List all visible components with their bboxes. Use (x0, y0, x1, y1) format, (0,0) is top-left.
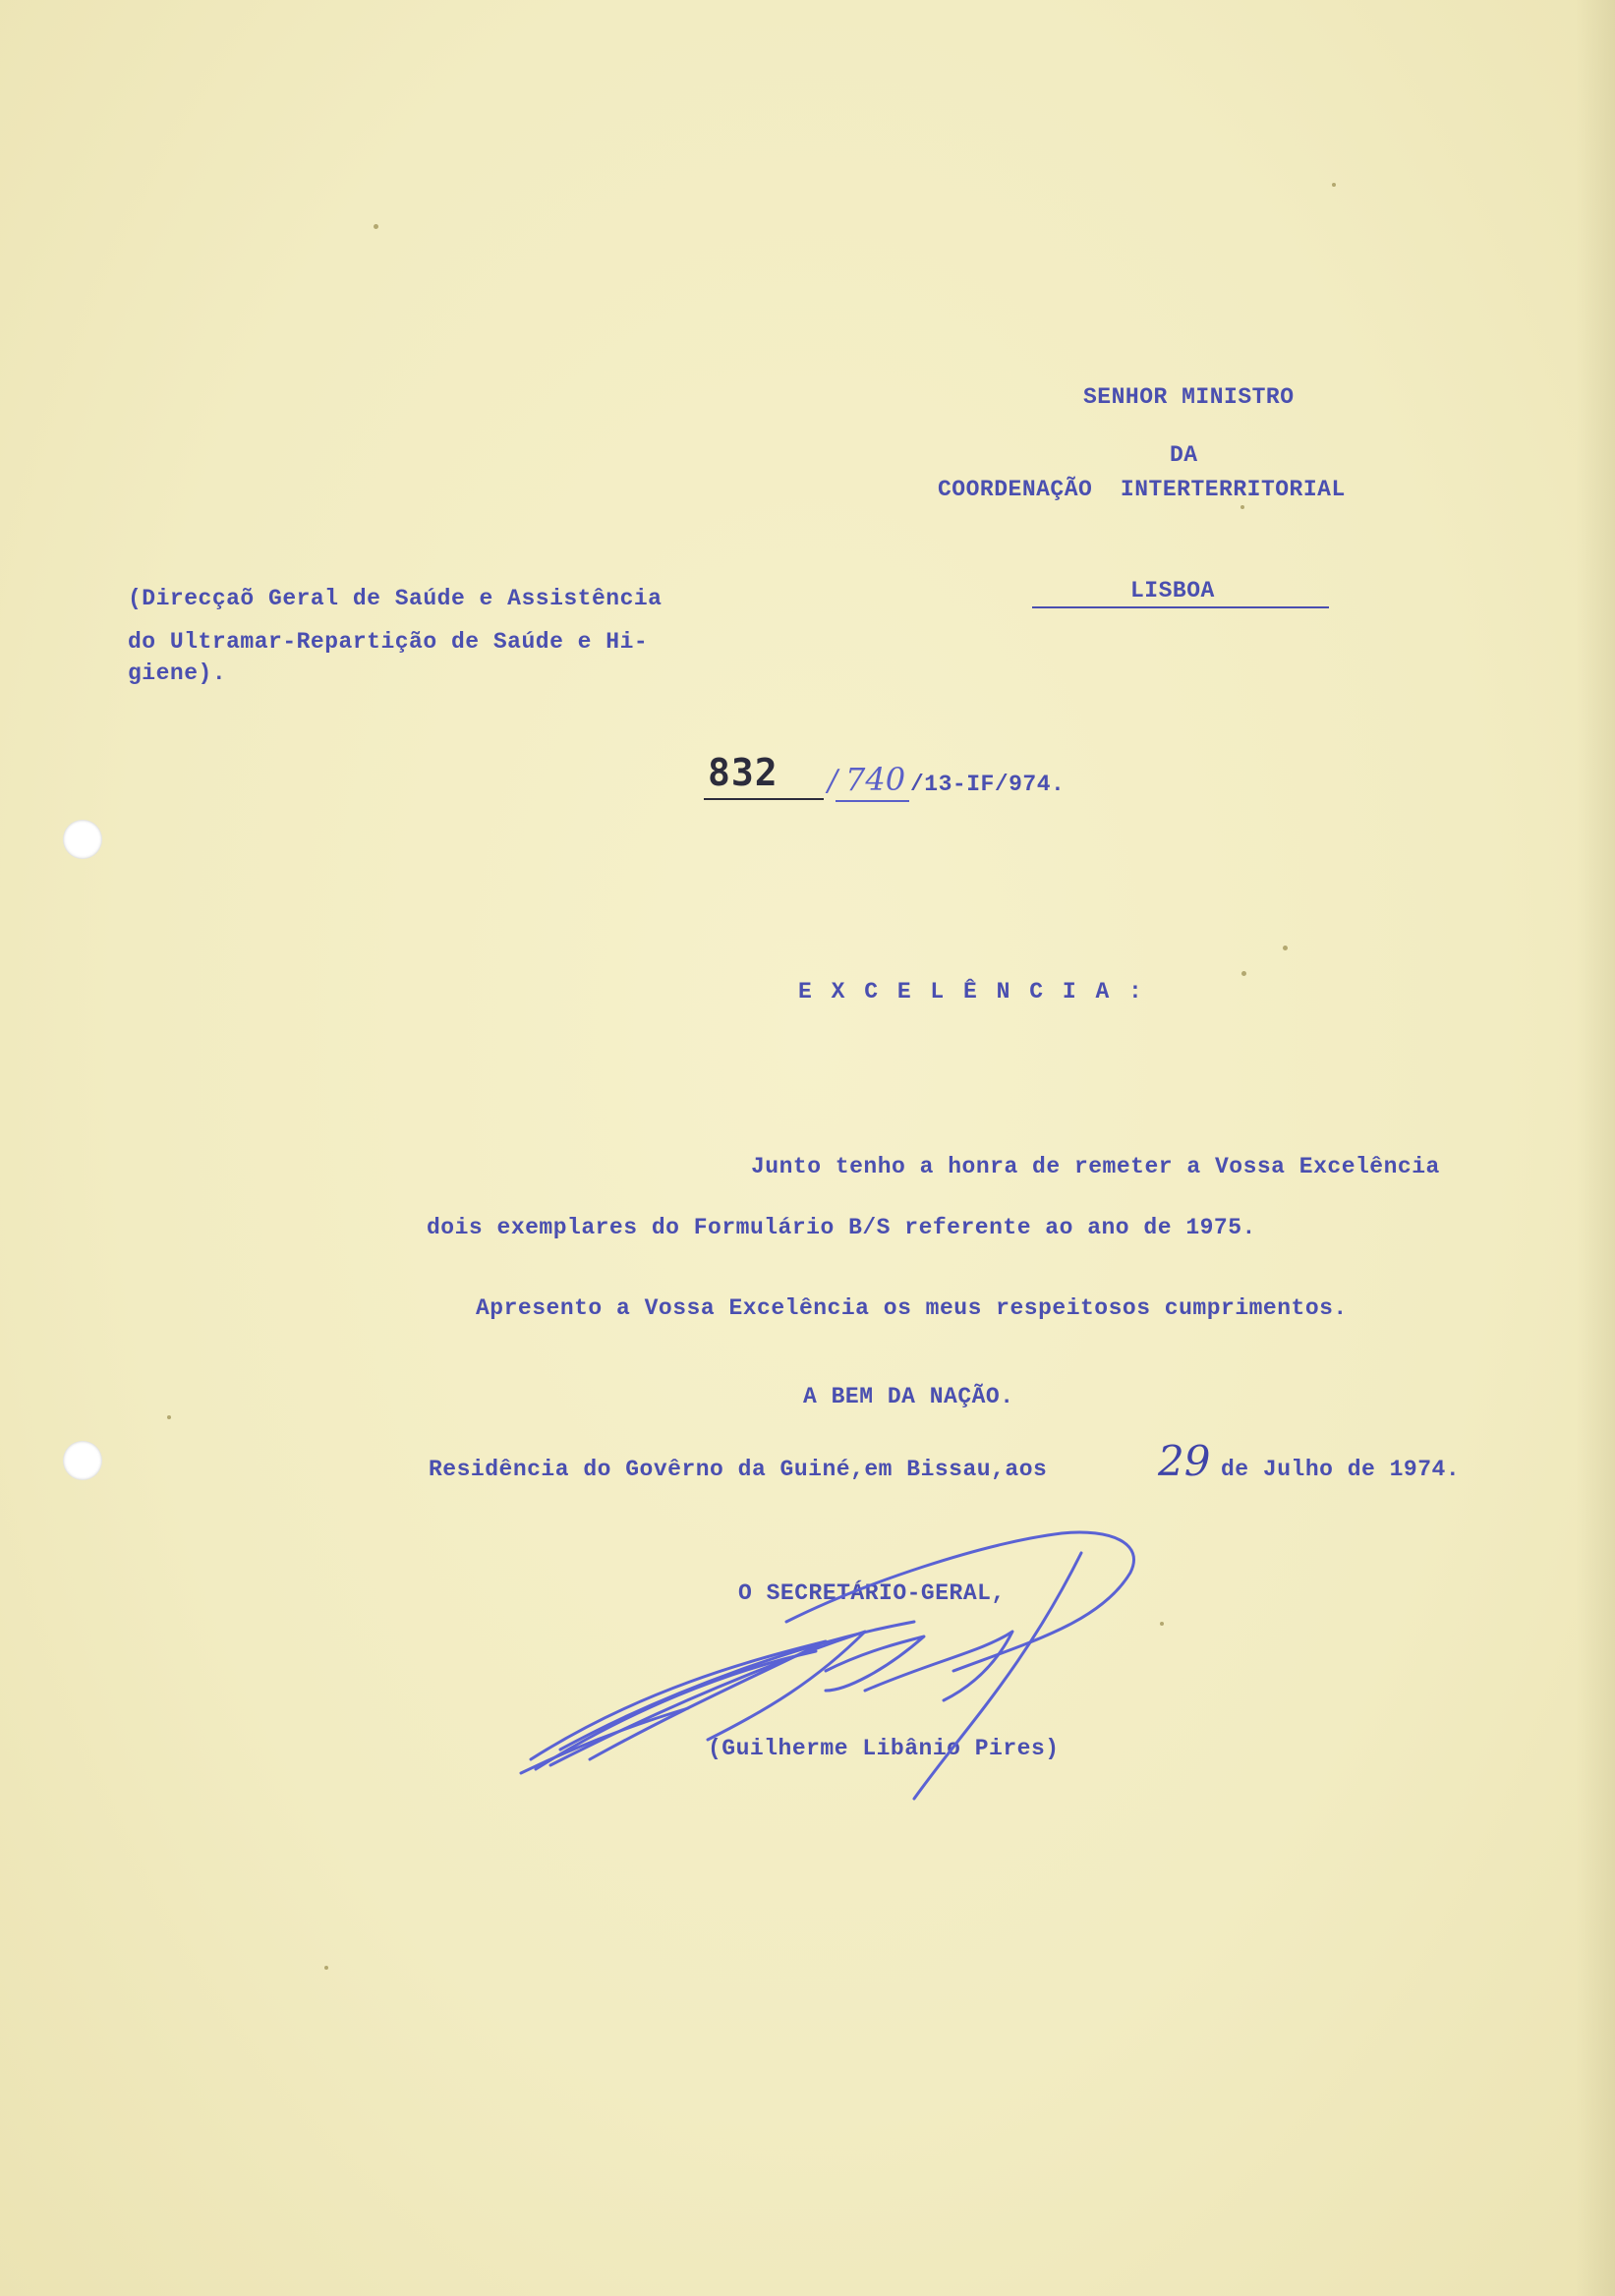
reference-stamp-number: 832 (708, 751, 779, 794)
addressee-city: LISBOA (1130, 578, 1215, 603)
body-closing: A BEM DA NAÇÃO. (803, 1384, 1014, 1409)
addressee-line-1: SENHOR MINISTRO (1083, 384, 1295, 410)
date-line-end: de Julho de 1974. (1221, 1457, 1461, 1482)
body-para1-line1: Junto tenho a honra de remeter a Vossa Excelência (751, 1154, 1440, 1179)
addressee-line-3: COORDENAÇÃO INTERTERRITORIAL (938, 477, 1346, 502)
body-para2: Apresento a Vossa Excelência os meus respeitosos cumprimentos. (476, 1295, 1348, 1321)
reference-handwritten-number: 740 (845, 761, 906, 798)
reference-separator: / (828, 764, 838, 798)
signatory-title: O SECRETÁRIO-GERAL, (738, 1580, 1006, 1606)
reference-typed-suffix: /13-IF/974. (910, 772, 1066, 797)
body-para1-line2: dois exemplares do Formulário B/S referente ao ano de 1975. (427, 1215, 1256, 1240)
sender-line-1: (Direcçaõ Geral de Saúde e Assistência (128, 586, 663, 611)
sender-line-3: giene). (128, 660, 227, 686)
date-day-handwritten: 29 (1158, 1437, 1211, 1485)
signatory-name: (Guilherme Libânio Pires) (708, 1736, 1060, 1761)
addressee-line-2: DA (1170, 442, 1198, 468)
date-line-start: Residência do Govêrno da Guiné,em Bissau,aos (429, 1457, 1048, 1482)
sender-line-2: do Ultramar-Repartição de Saúde e Hi- (128, 629, 649, 655)
salutation: E X C E L Ê N C I A : (798, 979, 1145, 1004)
